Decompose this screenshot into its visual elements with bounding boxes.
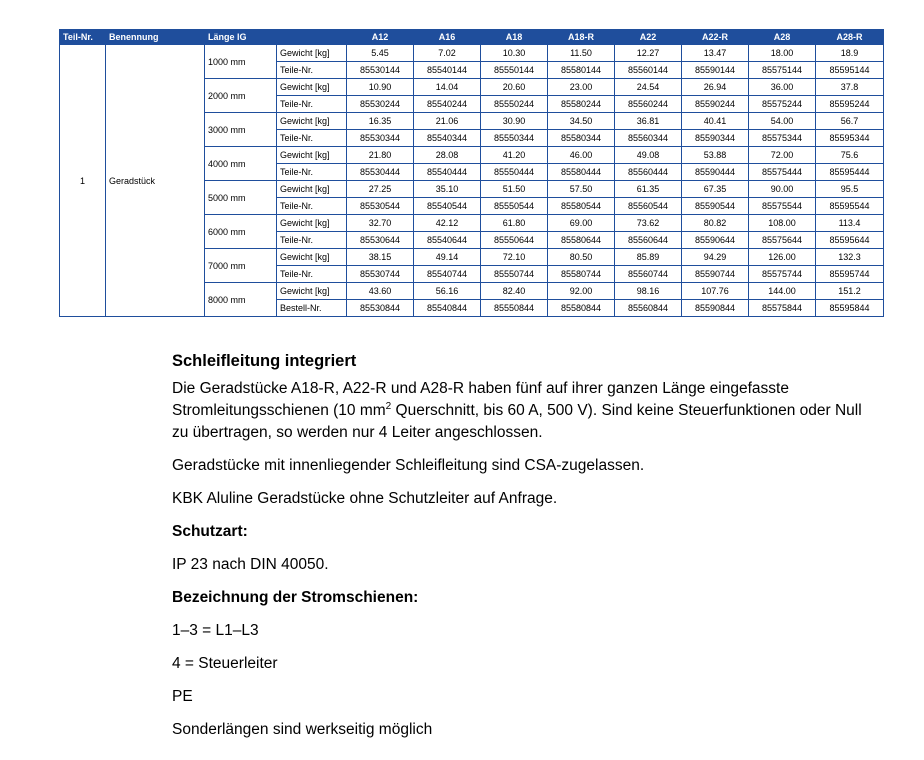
part-number-cell: 85530744 bbox=[347, 266, 414, 283]
weight-label-cell: Gewicht [kg] bbox=[277, 283, 347, 300]
weight-cell: 151.2 bbox=[816, 283, 884, 300]
weight-cell: 5.45 bbox=[347, 45, 414, 62]
part-number-cell: 85550844 bbox=[481, 300, 548, 317]
weight-label-cell: Gewicht [kg] bbox=[277, 79, 347, 96]
weight-cell: 56.7 bbox=[816, 113, 884, 130]
bezeichnung-line: PE bbox=[172, 688, 193, 705]
weight-cell: 35.10 bbox=[414, 181, 481, 198]
bezeichnung-line: 4 = Steuerleiter bbox=[172, 655, 278, 672]
part-number-cell: 85530444 bbox=[347, 164, 414, 181]
length-cell: 6000 mm bbox=[205, 215, 277, 249]
part-number-cell: 85530544 bbox=[347, 198, 414, 215]
header-model: A16 bbox=[414, 30, 481, 45]
weight-cell: 90.00 bbox=[749, 181, 816, 198]
weight-cell: 16.35 bbox=[347, 113, 414, 130]
part-number-cell: 85595344 bbox=[816, 130, 884, 147]
part-number-cell: 85540344 bbox=[414, 130, 481, 147]
part-number-cell: 85580744 bbox=[548, 266, 615, 283]
part-number-cell: 85550344 bbox=[481, 130, 548, 147]
weight-cell: 32.70 bbox=[347, 215, 414, 232]
length-cell: 3000 mm bbox=[205, 113, 277, 147]
footer-note: Sonderlängen sind werkseitig möglich bbox=[172, 721, 433, 738]
weight-cell: 23.00 bbox=[548, 79, 615, 96]
weight-label-cell: Gewicht [kg] bbox=[277, 147, 347, 164]
part-number-cell: 85575844 bbox=[749, 300, 816, 317]
part-number-cell: 85595244 bbox=[816, 96, 884, 113]
length-cell: 4000 mm bbox=[205, 147, 277, 181]
length-cell: 8000 mm bbox=[205, 283, 277, 317]
weight-cell: 21.80 bbox=[347, 147, 414, 164]
weight-cell: 41.20 bbox=[481, 147, 548, 164]
part-number-cell: 85550544 bbox=[481, 198, 548, 215]
superscript: 2 bbox=[385, 401, 392, 412]
weight-cell: 132.3 bbox=[816, 249, 884, 266]
weight-cell: 10.30 bbox=[481, 45, 548, 62]
weight-cell: 26.94 bbox=[682, 79, 749, 96]
weight-cell: 75.6 bbox=[816, 147, 884, 164]
part-number-cell: 85595744 bbox=[816, 266, 884, 283]
weight-cell: 12.27 bbox=[615, 45, 682, 62]
weight-cell: 69.00 bbox=[548, 215, 615, 232]
weight-cell: 27.25 bbox=[347, 181, 414, 198]
length-cell: 1000 mm bbox=[205, 45, 277, 79]
table-header-row bbox=[60, 30, 884, 45]
part-number-cell: 85560544 bbox=[615, 198, 682, 215]
part-number-cell: 85530144 bbox=[347, 62, 414, 79]
weight-cell: 51.50 bbox=[481, 181, 548, 198]
header-model: A28 bbox=[749, 30, 816, 45]
bezeichnung-line: 1–3 = L1–L3 bbox=[172, 622, 259, 639]
header-model: A22 bbox=[615, 30, 682, 45]
part-number-cell: 85540544 bbox=[414, 198, 481, 215]
part-number-cell: 85580644 bbox=[548, 232, 615, 249]
teil-nr-cell: 1 bbox=[60, 45, 106, 317]
weight-label-cell: Gewicht [kg] bbox=[277, 113, 347, 130]
part-label-cell: Teile-Nr. bbox=[277, 130, 347, 147]
part-number-cell: 85590644 bbox=[682, 232, 749, 249]
description-section bbox=[172, 350, 872, 752]
part-number-cell: 85575244 bbox=[749, 96, 816, 113]
weight-cell: 37.8 bbox=[816, 79, 884, 96]
length-cell: 2000 mm bbox=[205, 79, 277, 113]
weight-cell: 82.40 bbox=[481, 283, 548, 300]
header-teil-nr: Teil-Nr. bbox=[60, 30, 106, 45]
weight-cell: 46.00 bbox=[548, 147, 615, 164]
part-number-cell: 85540444 bbox=[414, 164, 481, 181]
weight-cell: 85.89 bbox=[615, 249, 682, 266]
part-number-cell: 85580344 bbox=[548, 130, 615, 147]
weight-cell: 13.47 bbox=[682, 45, 749, 62]
weights-parts-table bbox=[59, 29, 884, 317]
weight-cell: 107.76 bbox=[682, 283, 749, 300]
part-number-cell: 85540144 bbox=[414, 62, 481, 79]
weight-cell: 108.00 bbox=[749, 215, 816, 232]
weight-cell: 30.90 bbox=[481, 113, 548, 130]
weight-cell: 38.15 bbox=[347, 249, 414, 266]
paragraph-aluline: KBK Aluline Geradstücke ohne Schutzleiter auf Anfrage. bbox=[172, 490, 558, 507]
part-number-cell: 85590844 bbox=[682, 300, 749, 317]
section-heading: Schleifleitung integriert bbox=[172, 352, 357, 370]
part-number-cell: 85590544 bbox=[682, 198, 749, 215]
header-model: A18 bbox=[481, 30, 548, 45]
weight-cell: 92.00 bbox=[548, 283, 615, 300]
weight-cell: 80.50 bbox=[548, 249, 615, 266]
part-number-cell: 85595144 bbox=[816, 62, 884, 79]
part-number-cell: 85560844 bbox=[615, 300, 682, 317]
part-number-cell: 85595844 bbox=[816, 300, 884, 317]
weight-cell: 24.54 bbox=[615, 79, 682, 96]
header-model: A22-R bbox=[682, 30, 749, 45]
header-benennung: Benennung bbox=[106, 30, 205, 45]
weight-cell: 49.14 bbox=[414, 249, 481, 266]
part-number-cell: 85590144 bbox=[682, 62, 749, 79]
weight-cell: 144.00 bbox=[749, 283, 816, 300]
part-label-cell: Teile-Nr. bbox=[277, 198, 347, 215]
header-model: A12 bbox=[347, 30, 414, 45]
part-number-cell: 85575344 bbox=[749, 130, 816, 147]
weight-label-cell: Gewicht [kg] bbox=[277, 181, 347, 198]
part-number-cell: 85590344 bbox=[682, 130, 749, 147]
weight-cell: 28.08 bbox=[414, 147, 481, 164]
part-number-cell: 85580444 bbox=[548, 164, 615, 181]
weight-cell: 18.9 bbox=[816, 45, 884, 62]
weight-cell: 42.12 bbox=[414, 215, 481, 232]
part-number-cell: 85580244 bbox=[548, 96, 615, 113]
schutzart-value: IP 23 nach DIN 40050. bbox=[172, 556, 329, 573]
weight-cell: 40.41 bbox=[682, 113, 749, 130]
part-number-cell: 85575144 bbox=[749, 62, 816, 79]
length-cell: 5000 mm bbox=[205, 181, 277, 215]
weight-cell: 61.80 bbox=[481, 215, 548, 232]
weight-cell: 18.00 bbox=[749, 45, 816, 62]
weight-cell: 14.04 bbox=[414, 79, 481, 96]
part-number-cell: 85550244 bbox=[481, 96, 548, 113]
weight-label-cell: Gewicht [kg] bbox=[277, 45, 347, 62]
weight-label-cell: Gewicht [kg] bbox=[277, 249, 347, 266]
paragraph-schleifleitung bbox=[172, 378, 872, 444]
part-number-cell: 85575644 bbox=[749, 232, 816, 249]
length-cell: 7000 mm bbox=[205, 249, 277, 283]
part-number-cell: 85575444 bbox=[749, 164, 816, 181]
header-laenge: Länge lG bbox=[205, 30, 347, 45]
weight-cell: 49.08 bbox=[615, 147, 682, 164]
part-label-cell: Teile-Nr. bbox=[277, 96, 347, 113]
weight-cell: 73.62 bbox=[615, 215, 682, 232]
part-number-cell: 85595644 bbox=[816, 232, 884, 249]
weight-cell: 36.00 bbox=[749, 79, 816, 96]
part-number-cell: 85560344 bbox=[615, 130, 682, 147]
weight-cell: 21.06 bbox=[414, 113, 481, 130]
part-number-cell: 85530344 bbox=[347, 130, 414, 147]
part-number-cell: 85580844 bbox=[548, 300, 615, 317]
part-number-cell: 85580544 bbox=[548, 198, 615, 215]
benennung-cell: Geradstück bbox=[106, 45, 205, 317]
part-number-cell: 85575544 bbox=[749, 198, 816, 215]
part-number-cell: 85595544 bbox=[816, 198, 884, 215]
part-number-cell: 85560644 bbox=[615, 232, 682, 249]
part-number-cell: 85590744 bbox=[682, 266, 749, 283]
part-number-cell: 85550144 bbox=[481, 62, 548, 79]
weight-cell: 61.35 bbox=[615, 181, 682, 198]
part-number-cell: 85550644 bbox=[481, 232, 548, 249]
part-label-cell: Teile-Nr. bbox=[277, 232, 347, 249]
weight-cell: 36.81 bbox=[615, 113, 682, 130]
part-number-cell: 85530644 bbox=[347, 232, 414, 249]
part-number-cell: 85595444 bbox=[816, 164, 884, 181]
weight-cell: 113.4 bbox=[816, 215, 884, 232]
part-number-cell: 85540644 bbox=[414, 232, 481, 249]
part-number-cell: 85540744 bbox=[414, 266, 481, 283]
part-number-cell: 85540844 bbox=[414, 300, 481, 317]
weight-cell: 10.90 bbox=[347, 79, 414, 96]
weight-cell: 57.50 bbox=[548, 181, 615, 198]
part-number-cell: 85560744 bbox=[615, 266, 682, 283]
header-model: A18-R bbox=[548, 30, 615, 45]
weight-cell: 11.50 bbox=[548, 45, 615, 62]
part-number-cell: 85560244 bbox=[615, 96, 682, 113]
weight-cell: 7.02 bbox=[414, 45, 481, 62]
part-label-cell: Teile-Nr. bbox=[277, 266, 347, 283]
weight-label-cell: Gewicht [kg] bbox=[277, 215, 347, 232]
weight-cell: 72.10 bbox=[481, 249, 548, 266]
part-number-cell: 85560144 bbox=[615, 62, 682, 79]
weight-cell: 80.82 bbox=[682, 215, 749, 232]
table-body bbox=[60, 45, 884, 317]
part-number-cell: 85575744 bbox=[749, 266, 816, 283]
part-label-cell: Teile-Nr. bbox=[277, 164, 347, 181]
part-number-cell: 85560444 bbox=[615, 164, 682, 181]
weight-cell: 98.16 bbox=[615, 283, 682, 300]
part-number-cell: 85550444 bbox=[481, 164, 548, 181]
schutzart-label: Schutzart: bbox=[172, 523, 248, 540]
weight-cell: 56.16 bbox=[414, 283, 481, 300]
paragraph-part: Die Geradstücke A18-R, A22-R und A28-R haben fünf auf ihrer ganzen Länge eingefasste Stromleitungsschienen (10 mm bbox=[172, 380, 789, 419]
weight-cell: 94.29 bbox=[682, 249, 749, 266]
part-number-cell: 85590444 bbox=[682, 164, 749, 181]
part-label-cell: Teile-Nr. bbox=[277, 62, 347, 79]
bezeichnung-label: Bezeichnung der Stromschienen: bbox=[172, 589, 419, 606]
header-model: A28-R bbox=[816, 30, 884, 45]
part-label-cell: Bestell-Nr. bbox=[277, 300, 347, 317]
part-number-cell: 85530844 bbox=[347, 300, 414, 317]
paragraph-part: Querschnitt, bis 60 A, 500 V). Sind keine Steuerfunktionen oder Null zu übertragen, so werden nur 4 Leiter angeschlossen. bbox=[172, 402, 862, 441]
weight-cell: 20.60 bbox=[481, 79, 548, 96]
weight-cell: 67.35 bbox=[682, 181, 749, 198]
part-number-cell: 85540244 bbox=[414, 96, 481, 113]
weight-cell: 126.00 bbox=[749, 249, 816, 266]
weight-cell: 54.00 bbox=[749, 113, 816, 130]
weight-cell: 43.60 bbox=[347, 283, 414, 300]
weight-cell: 72.00 bbox=[749, 147, 816, 164]
table-row bbox=[60, 45, 884, 62]
weight-cell: 34.50 bbox=[548, 113, 615, 130]
part-number-cell: 85580144 bbox=[548, 62, 615, 79]
part-number-cell: 85590244 bbox=[682, 96, 749, 113]
part-number-cell: 85530244 bbox=[347, 96, 414, 113]
part-number-cell: 85550744 bbox=[481, 266, 548, 283]
weight-cell: 53.88 bbox=[682, 147, 749, 164]
paragraph-csa: Geradstücke mit innenliegender Schleifleitung sind CSA-zugelassen. bbox=[172, 457, 645, 474]
weight-cell: 95.5 bbox=[816, 181, 884, 198]
